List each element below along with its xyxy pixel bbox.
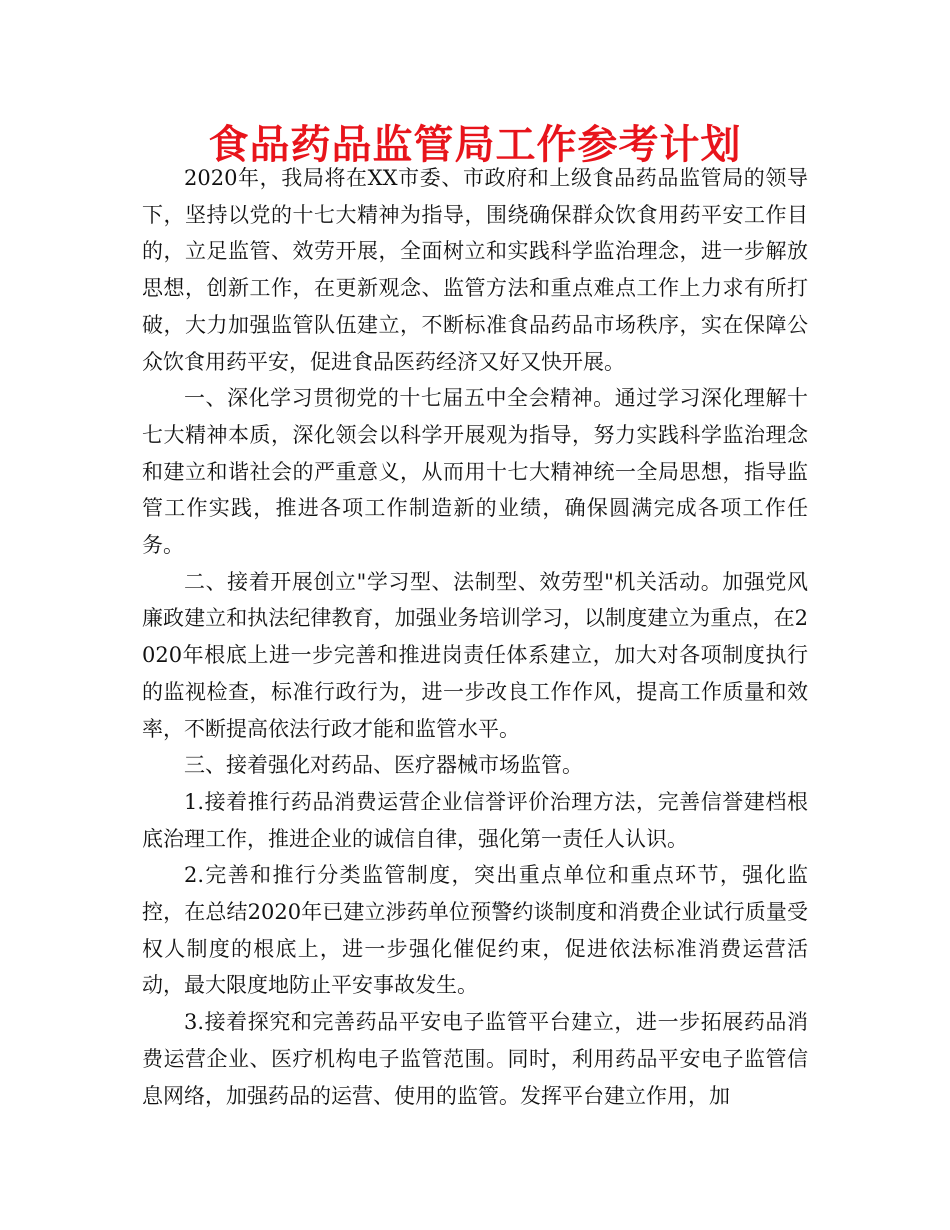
- paragraph-item-1: 1.接着推行药品消费运营企业信誉评价治理方法，完善信誉建档根底治理工作，推进企业的诚信自律，强化第一责任人认识。: [142, 789, 808, 851]
- paragraph-section-3: 三、接着强化对药品、医疗器械市场监管。: [184, 753, 583, 778]
- paragraph-intro: 2020年，我局将在XX市委、市政府和上级食品药品监管局的领导下，坚持以党的十七大精神为指导，围绕确保群众饮食用药平安工作目的，立足监管、效劳开展，全面树立和实践科学监治理念，进一步解放思想，创新工作，在更新观念、监管方法和重点难点工作上力求有所打破，大力加强监管队伍建立，不断标准食品药品市场秩序，实在保障公众饮食用药平安，促进食品医药经济又好又快开展。: [142, 166, 808, 374]
- document-title: 食品药品监管局工作参考计划: [208, 122, 742, 168]
- paragraph-section-1: 一、深化学习贯彻党的十七届五中全会精神。通过学习深化理解十七大精神本质，深化领会以科学开展观为指导，努力实践科学监治理念和建立和谐社会的严重意义，从而用十七大精神统一全局思想，指导监管工作实践，推进各项工作制造新的业绩，确保圆满完成各项工作任务。: [142, 386, 808, 558]
- paragraph-item-2: 2.完善和推行分类监管制度，突出重点单位和重点环节，强化监控，在总结2020年已建立涉药单位预警约谈制度和消费企业试行质量受权人制度的根底上，进一步强化催促约束，促进依法标准消费运营活动，最大限度地防止平安事故发生。: [142, 863, 808, 998]
- paragraph-item-3: 3.接着探究和完善药品平安电子监管平台建立，进一步拓展药品消费运营企业、医疗机构电子监管范围。同时，利用药品平安电子监管信息网络，加强药品的运营、使用的监管。发挥平台建立作用，加: [142, 1010, 808, 1108]
- paragraph-section-2: 二、接着开展创立"学习型、法制型、效劳型"机关活动。加强党风廉政建立和执法纪律教育，加强业务培训学习，以制度建立为重点，在2020年根底上进一步完善和推进岗责任体系建立，加大对各项制度执行的监视检查，标准行政行为，进一步改良工作作风，提高工作质量和效率，不断提高依法行政才能和监管水平。: [142, 569, 808, 741]
- document-body: [142, 160, 808, 1114]
